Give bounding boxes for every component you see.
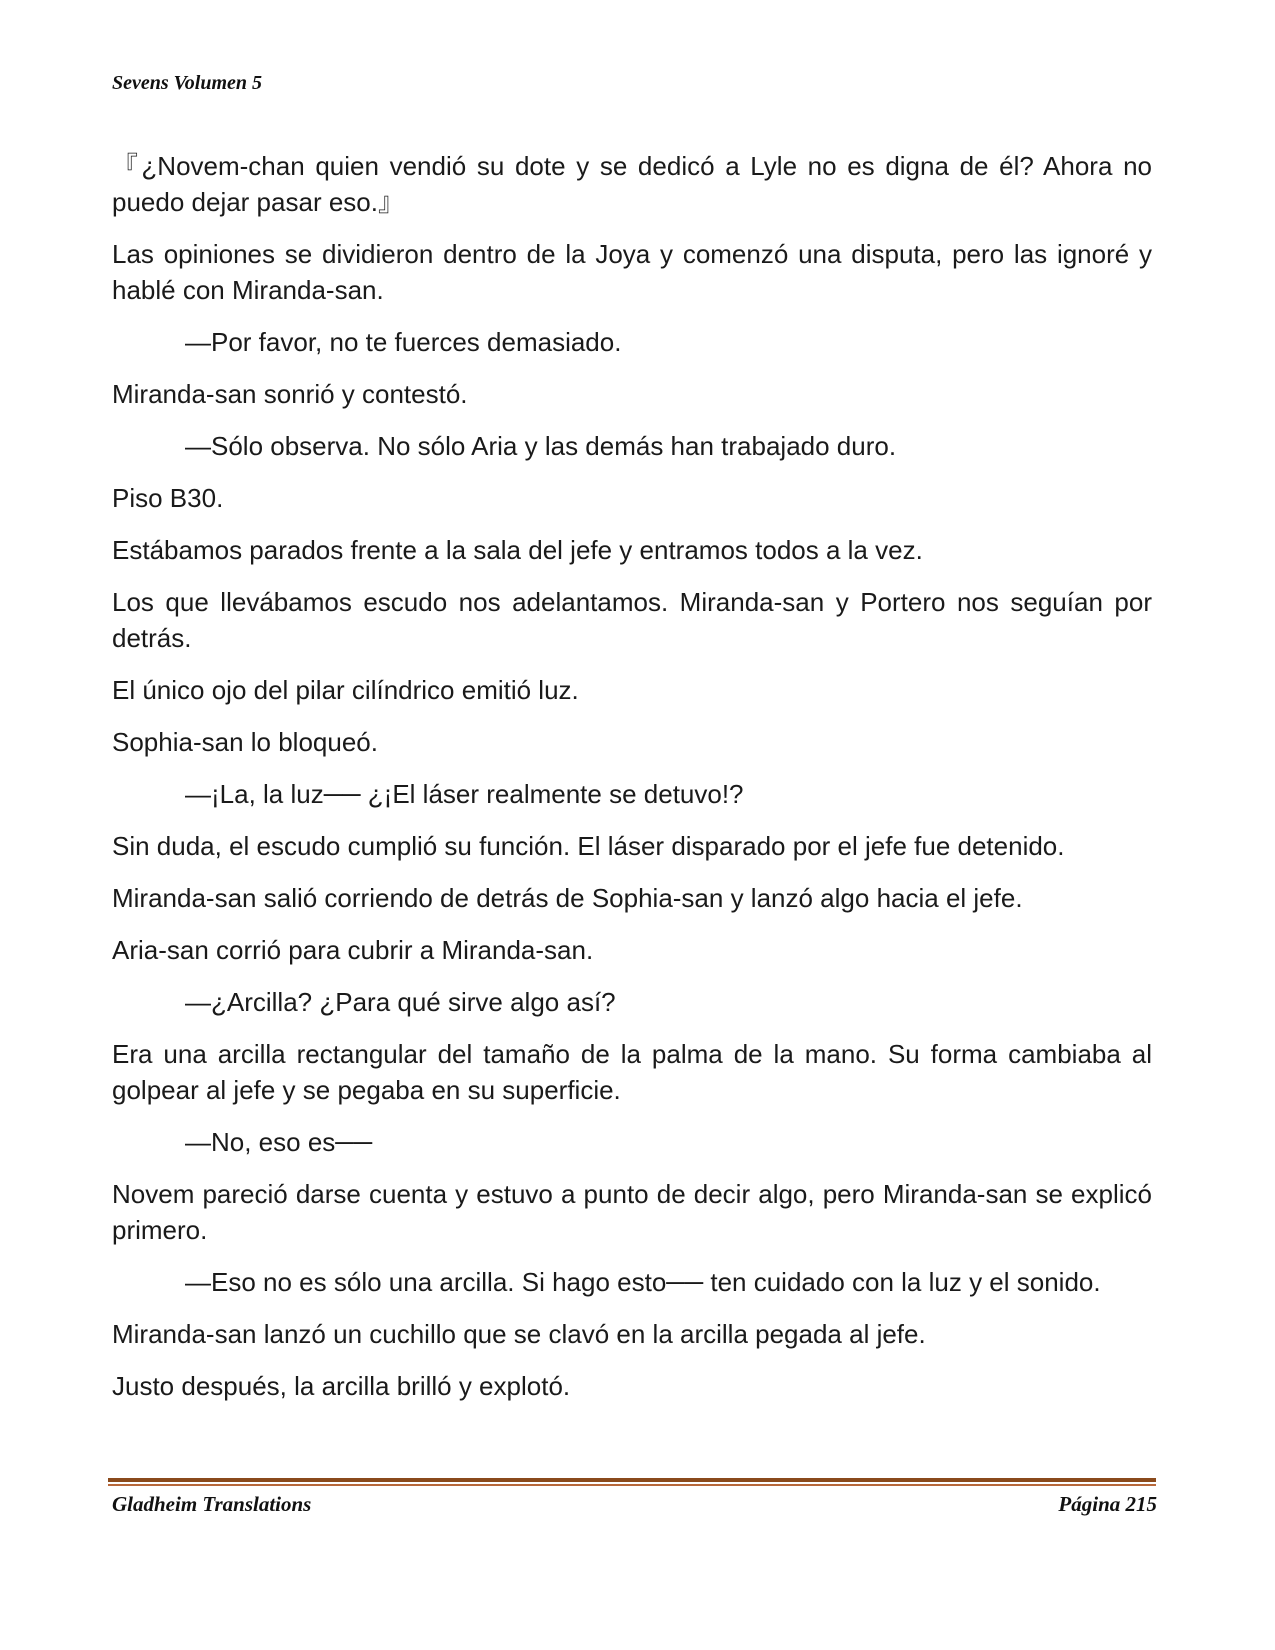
running-header: Sevens Volumen 5 — [112, 72, 263, 94]
paragraph: Las opiniones se dividieron dentro de la Joya y comenzó una disputa, pero las ignoré y hablé con Miranda-san. — [112, 239, 1152, 305]
paragraph: Sophia-san lo bloqueó. — [112, 727, 378, 757]
paragraph: Sin duda, el escudo cumplió su función. El láser disparado por el jefe fue detenido. — [112, 831, 1065, 861]
paragraph: Aria-san corrió para cubrir a Miranda-san. — [112, 935, 594, 965]
paragraph: Piso B30. — [112, 483, 224, 513]
paragraph: Miranda-san lanzó un cuchillo que se clavó en la arcilla pegada al jefe. — [112, 1319, 926, 1349]
dialog-line: —¡La, la luz── ¿¡El láser realmente se detuvo!? — [185, 779, 744, 809]
dialog-line: —Eso no es sólo una arcilla. Si hago esto── ten cuidado con la luz y el sonido. — [185, 1267, 1101, 1297]
paragraph: Los que llevábamos escudo nos adelantamos. Miranda-san y Portero nos seguían por detrás. — [112, 587, 1152, 653]
page-number: Página 215 — [1058, 1492, 1157, 1516]
body-text — [112, 148, 1152, 1420]
footer-translator: Gladheim Translations — [112, 1492, 312, 1516]
paragraph: 『¿Novem-chan quien vendió su dote y se dedicó a Lyle no es digna de él? Ahora no puedo dejar pasar eso.』 — [112, 151, 1152, 217]
paragraph: Era una arcilla rectangular del tamaño de la palma de la mano. Su forma cambiaba al golpear al jefe y se pegaba en su superficie. — [112, 1039, 1152, 1105]
paragraph: Justo después, la arcilla brilló y explotó. — [112, 1371, 571, 1401]
paragraph: Miranda-san sonrió y contestó. — [112, 379, 468, 409]
paragraph: Miranda-san salió corriendo de detrás de Sophia-san y lanzó algo hacia el jefe. — [112, 883, 1023, 913]
footer-divider — [108, 1478, 1156, 1486]
paragraph: El único ojo del pilar cilíndrico emitió luz. — [112, 675, 579, 705]
paragraph: Estábamos parados frente a la sala del jefe y entramos todos a la vez. — [112, 535, 923, 565]
dialog-line: —No, eso es── — [185, 1127, 373, 1157]
paragraph: Novem pareció darse cuenta y estuvo a punto de decir algo, pero Miranda-san se explicó primero. — [112, 1179, 1152, 1245]
dialog-line: —¿Arcilla? ¿Para qué sirve algo así? — [185, 987, 616, 1017]
dialog-line: —Sólo observa. No sólo Aria y las demás han trabajado duro. — [185, 431, 897, 461]
dialog-line: —Por favor, no te fuerces demasiado. — [185, 327, 622, 357]
